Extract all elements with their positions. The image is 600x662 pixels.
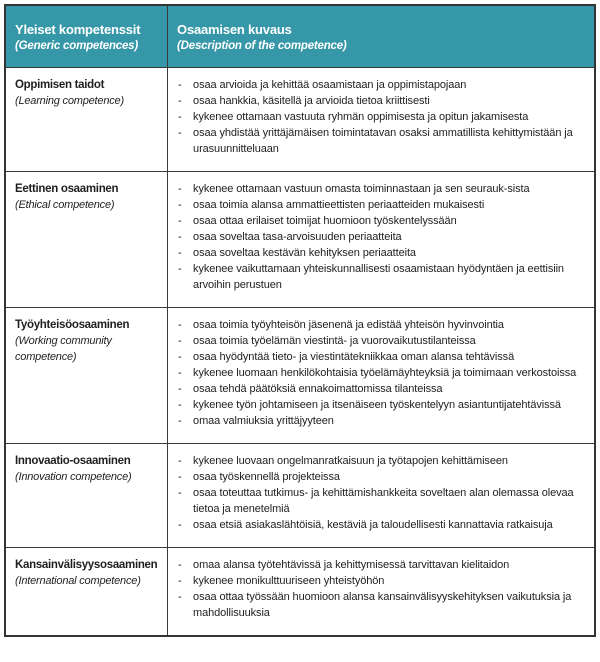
bullet-dash-marker: - [178, 367, 182, 379]
bullet-text: osaa arvioida ja kehittää osaamistaan ja oppimistapojaan [193, 79, 467, 91]
bullet-item [176, 181, 586, 197]
bullet-text: osaa työskennellä projekteissa [193, 471, 340, 483]
table-row [5, 444, 595, 548]
bullet-dash-marker: - [178, 383, 182, 395]
header-subtitle-en: (Generic competences) [15, 40, 138, 52]
bullet-dash-marker: - [178, 95, 182, 107]
bullet-item [176, 197, 586, 213]
competence-category-cell [5, 444, 168, 548]
competences-table-container [4, 4, 596, 637]
bullet-dash-marker: - [178, 183, 182, 195]
competence-subtitle-en: (International competence) [15, 575, 141, 587]
bullet-list [176, 181, 586, 293]
bullet-item [176, 413, 586, 429]
competences-table [4, 4, 596, 637]
bullet-item [176, 77, 586, 93]
bullet-dash-marker: - [178, 127, 182, 139]
competence-category-cell [5, 548, 168, 637]
table-row [5, 172, 595, 308]
competence-title: Oppimisen taidot [15, 79, 105, 91]
bullet-dash-marker: - [178, 575, 182, 587]
bullet-item [176, 229, 586, 245]
header-subtitle-en: (Description of the competence) [177, 40, 347, 52]
bullet-text: osaa soveltaa tasa-arvoisuuden periaatteita [193, 231, 402, 243]
bullet-list [176, 77, 586, 157]
bullet-text: kykenee työn johtamiseen ja itsenäiseen työskentelyyn asiantuntijatehtävissä [193, 399, 561, 411]
bullet-item [176, 485, 586, 517]
bullet-item [176, 213, 586, 229]
bullet-item [176, 469, 586, 485]
competence-description-cell [168, 172, 595, 308]
bullet-dash-marker: - [178, 319, 182, 331]
bullet-text: osaa soveltaa kestävän kehityksen periaatteita [193, 247, 416, 259]
bullet-dash-marker: - [178, 199, 182, 211]
bullet-list [176, 557, 586, 621]
bullet-text: kykenee luovaan ongelmanratkaisuun ja työtapojen kehittämiseen [193, 455, 508, 467]
bullet-list [176, 317, 586, 429]
bullet-item [176, 349, 586, 365]
bullet-dash-marker: - [178, 471, 182, 483]
bullet-item [176, 93, 586, 109]
competence-title: Eettinen osaaminen [15, 183, 119, 195]
bullet-item [176, 453, 586, 469]
bullet-text: osaa ottaa työssään huomioon alansa kansainvälisyyskehityksen vaikutuksia ja mahdollisuuksia [193, 591, 572, 619]
header-title-fi: Yleiset kompetenssit [15, 22, 141, 37]
bullet-text: osaa etsiä asiakaslähtöisiä, kestäviä ja taloudellisesti kannattavia ratkaisuja [193, 519, 553, 531]
competence-subtitle-en: (Learning competence) [15, 95, 124, 107]
bullet-item [176, 557, 586, 573]
competence-subtitle-en: (Innovation competence) [15, 471, 132, 483]
header-row [5, 5, 595, 68]
bullet-text: kykenee ottamaan vastuuta ryhmän oppimisesta ja opitun jakamisesta [193, 111, 529, 123]
bullet-text: osaa ottaa erilaiset toimijat huomioon työskentelyssään [193, 215, 457, 227]
bullet-dash-marker: - [178, 79, 182, 91]
bullet-dash-marker: - [178, 455, 182, 467]
bullet-text: osaa hyödyntää tieto- ja viestintätekniikkaa oman alansa tehtävissä [193, 351, 515, 363]
competence-title: Kansainvälisyysosaaminen [15, 559, 158, 571]
bullet-item [176, 125, 586, 157]
bullet-dash-marker: - [178, 415, 182, 427]
bullet-dash-marker: - [178, 399, 182, 411]
bullet-dash-marker: - [178, 247, 182, 259]
competence-subtitle-en: (Working community competence) [15, 335, 112, 363]
bullet-item [176, 589, 586, 621]
bullet-dash-marker: - [178, 335, 182, 347]
bullet-text: omaa valmiuksia yrittäjyyteen [193, 415, 334, 427]
bullet-dash-marker: - [178, 351, 182, 363]
bullet-text: kykenee monikulttuuriseen yhteistyöhön [193, 575, 385, 587]
bullet-dash-marker: - [178, 231, 182, 243]
table-body [5, 68, 595, 637]
bullet-item [176, 397, 586, 413]
table-header [5, 5, 595, 68]
bullet-item [176, 381, 586, 397]
competence-category-cell [5, 308, 168, 444]
bullet-item [176, 109, 586, 125]
bullet-text: osaa toimia työyhteisön jäsenenä ja edistää yhteisön hyvinvointia [193, 319, 504, 331]
bullet-item [176, 517, 586, 533]
bullet-text: kykenee vaikuttamaan yhteiskunnallisesti osaamistaan hyödyntäen ja eettisiin arvoihin perustuen [193, 263, 564, 291]
bullet-text: omaa alansa työtehtävissä ja kehittymisessä tarvittavan kielitaidon [193, 559, 510, 571]
bullet-text: osaa hankkia, käsitellä ja arvioida tietoa kriittisesti [193, 95, 430, 107]
competence-description-cell [168, 548, 595, 637]
table-row [5, 308, 595, 444]
competence-description-cell [168, 444, 595, 548]
competence-category-cell [5, 68, 168, 172]
bullet-item [176, 333, 586, 349]
bullet-dash-marker: - [178, 215, 182, 227]
bullet-dash-marker: - [178, 487, 182, 499]
table-row [5, 68, 595, 172]
competence-category-cell [5, 172, 168, 308]
competence-title: Työyhteisöosaaminen [15, 319, 130, 331]
bullet-dash-marker: - [178, 519, 182, 531]
competence-description-cell [168, 68, 595, 172]
competence-title: Innovaatio-osaaminen [15, 455, 131, 467]
bullet-text: kykenee luomaan henkilökohtaisia työelämäyhteyksiä ja toimimaan verkostoissa [193, 367, 577, 379]
bullet-text: kykenee ottamaan vastuun omasta toiminnastaan ja sen seurauk-sista [193, 183, 530, 195]
bullet-item [176, 245, 586, 261]
bullet-dash-marker: - [178, 559, 182, 571]
header-cell-generic-competences [5, 5, 168, 68]
bullet-text: osaa toimia työelämän viestintä- ja vuorovaikutustilanteissa [193, 335, 476, 347]
bullet-text: osaa yhdistää yrittäjämäisen toimintatavan osaksi ammatillista kehittymistään ja urasuunnitteluaan [193, 127, 573, 155]
bullet-item [176, 365, 586, 381]
bullet-text: osaa toimia alansa ammattieettisten periaatteiden mukaisesti [193, 199, 485, 211]
bullet-list [176, 453, 586, 533]
bullet-item [176, 261, 586, 293]
competence-subtitle-en: (Ethical competence) [15, 199, 115, 211]
header-cell-competence-description [168, 5, 595, 68]
bullet-dash-marker: - [178, 111, 182, 123]
bullet-item [176, 317, 586, 333]
competence-description-cell [168, 308, 595, 444]
table-row [5, 548, 595, 637]
bullet-item [176, 573, 586, 589]
bullet-dash-marker: - [178, 591, 182, 603]
bullet-dash-marker: - [178, 263, 182, 275]
bullet-text: osaa toteuttaa tutkimus- ja kehittämishankkeita soveltaen alan olemassa olevaa tietoa ja menetelmiä [193, 487, 574, 515]
bullet-text: osaa tehdä päätöksiä ennakoimattomissa tilanteissa [193, 383, 443, 395]
header-title-fi: Osaamisen kuvaus [177, 22, 292, 37]
